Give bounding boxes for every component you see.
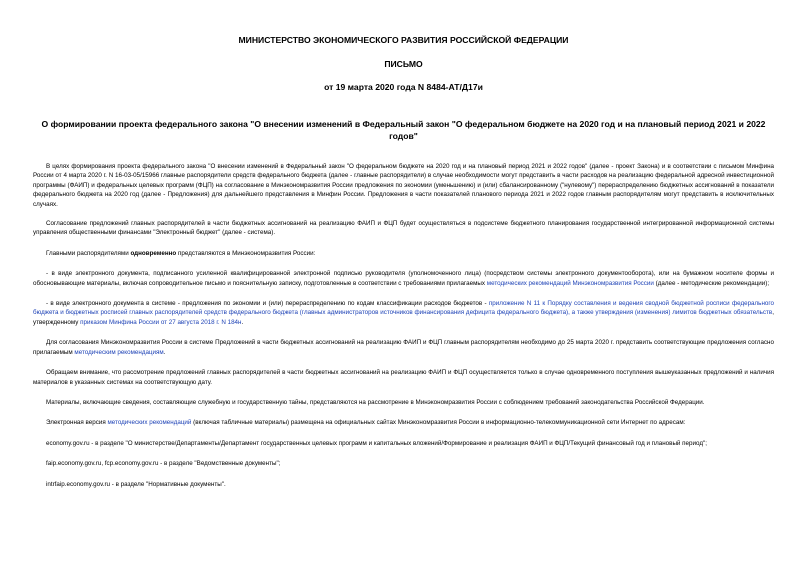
paragraph-3-text-a: Главными распорядителями: [46, 249, 131, 257]
document-type: ПИСЬМО: [384, 59, 423, 69]
paragraph-10: economy.gov.ru - в разделе "О министерстве/Департаменты/Департамент государственных целевых программ и капитальных вложений/Формирование и реализация ФАИП и ФЦП/Текущий финансовый год и плановый период";: [46, 439, 707, 447]
paragraph-4-text-b: (далее - методические рекомендации);: [653, 279, 770, 287]
paragraph-4-text-a: - в виде электронного документа, подписанного усиленной квалифицированной электронной подписью руководителя (уполномоченного лица) (посредством системы электронного документооборота), или на бумажном носителе формы и обосновывающие материалы, включая сопроводительное письмо и пояснительную записку, подготовленные в соответствии с требованиями прилагаемых: [33, 270, 774, 287]
paragraph-4: [33, 269, 774, 288]
paragraph-7: Обращаем внимание, что рассмотрение предложений главных распорядителей в части бюджетных ассигнований на реализацию ФАИП и ФЦП осуществляется только в случае одновременного поступления вышеуказанных предложений и наличия материалов в указанных системах на соответствующую дату.: [33, 369, 774, 386]
document-body: [33, 142, 774, 489]
paragraph-9-text-b: (включая табличные материалы) размещена на официальных сайтах Минэкономразвития России в информационно-телекоммуникационной сети Интернет по адресам:: [191, 419, 686, 427]
paragraph-9-text-a: Электронная версия: [46, 419, 108, 427]
paragraph-2: Согласование предложений главных распорядителей в части бюджетных ассигнований на реализацию ФАИП и ФЦП будет осуществляться в подсистеме бюджетного планирования государственной интегрированной информационной системы управления общественными финансами "Электронный бюджет" (далее - система).: [33, 220, 774, 237]
paragraph-6-text-a: Для согласования Минэкономразвития России в системе Предложений в части бюджетных ассигнований на реализацию ФАИП и ФЦП главным распорядителям необходимо до 25 марта 2020 г. представить соответствующие предложения согласно прилагаемым: [33, 339, 774, 356]
paragraph-5: [33, 299, 774, 327]
document-title: О формировании проекта федерального закона "О внесении изменений в Федеральный закон "О федеральном бюджете на 2020 год и на плановый период 2021 и 2022 годов": [41, 119, 766, 141]
paragraph-5-text-b: , утвержденному: [33, 309, 774, 326]
paragraph-5-text-c: .: [241, 318, 244, 326]
methodical-recommendations-link-3[interactable]: методических рекомендаций: [107, 419, 192, 427]
ministry-name: МИНИСТЕРСТВО ЭКОНОМИЧЕСКОГО РАЗВИТИЯ РОССИЙСКОЙ ФЕДЕРАЦИИ: [238, 35, 569, 45]
paragraph-9: [33, 418, 774, 427]
paragraph-3-text-b: представляются в Минэкономразвития России:: [176, 249, 316, 257]
paragraph-3: [33, 249, 774, 258]
methodical-recommendations-link[interactable]: методических рекомендаций Минэкономразвития России: [486, 279, 654, 287]
methodical-recommendations-link-2[interactable]: методическим рекомендациям: [74, 348, 164, 356]
document-date-number: от 19 марта 2020 года N 8484-АТ/Д17и: [324, 82, 483, 92]
paragraph-6: [33, 338, 774, 357]
appendix-11-link[interactable]: приложение N 11 к Порядку составления и ведения сводной бюджетной росписи федерального бюджета и бюджетных росписей главных распорядителей средств федерального бюджета (главных администраторов источников финансирования дефицита федерального бюджета), а также утверждения (изменения) лимитов бюджетных обязательств: [33, 300, 774, 317]
paragraph-5-text-a: - в виде электронного документа в системе - предложения по экономии и (или) перераспределению по кодам классификации расходов бюджетов -: [46, 300, 489, 308]
paragraph-11: faip.economy.gov.ru, fcp.economy.gov.ru - в разделе "Ведомственные документы";: [46, 460, 281, 468]
paragraph-1: В целях формирования проекта федерального закона "О внесении изменений в Федеральный закон "О федеральном бюджете на 2020 год и на плановый период 2021 и 2022 годов" (далее - проект Закона) и в соответствии с письмом Минфина России от 4 марта 2020 г. N 16-03-05/15966 главные распорядители средств федерального бюджета (далее - главные распорядители) в случае необходимости могут представить в части расходов на реализацию федеральной адресной инвестиционной программы (ФАИП) и федеральных целевых программ (ФЦП) на согласование в Минэкономразвития России предложения по экономии (уменьшению) и (или) сбалансированному ("нулевому") перераспределению бюджетных ассигнований в показатели федерального бюджета на 2020 год (далее - Предложения) для дальнейшего представления в Минфин России. Предложения в части показателей планового периода 2021 и 2022 годов главным распорядителям могут представить в исключительных случаях.: [33, 163, 774, 208]
paragraph-12: intrfaip.economy.gov.ru - в разделе "Нормативные документы".: [46, 480, 226, 488]
paragraph-6-text-b: .: [163, 348, 166, 356]
minfin-order-link[interactable]: приказом Минфина России от 27 августа 2018 г. N 184н: [80, 318, 242, 326]
paragraph-8: Материалы, включающие сведения, составляющие служебную и государственную тайны, представляются на рассмотрение в Минэкономразвития России с соблюдением требований законодательства Российской Федерации.: [46, 398, 705, 406]
paragraph-3-emphasis: одновременно: [130, 249, 177, 257]
